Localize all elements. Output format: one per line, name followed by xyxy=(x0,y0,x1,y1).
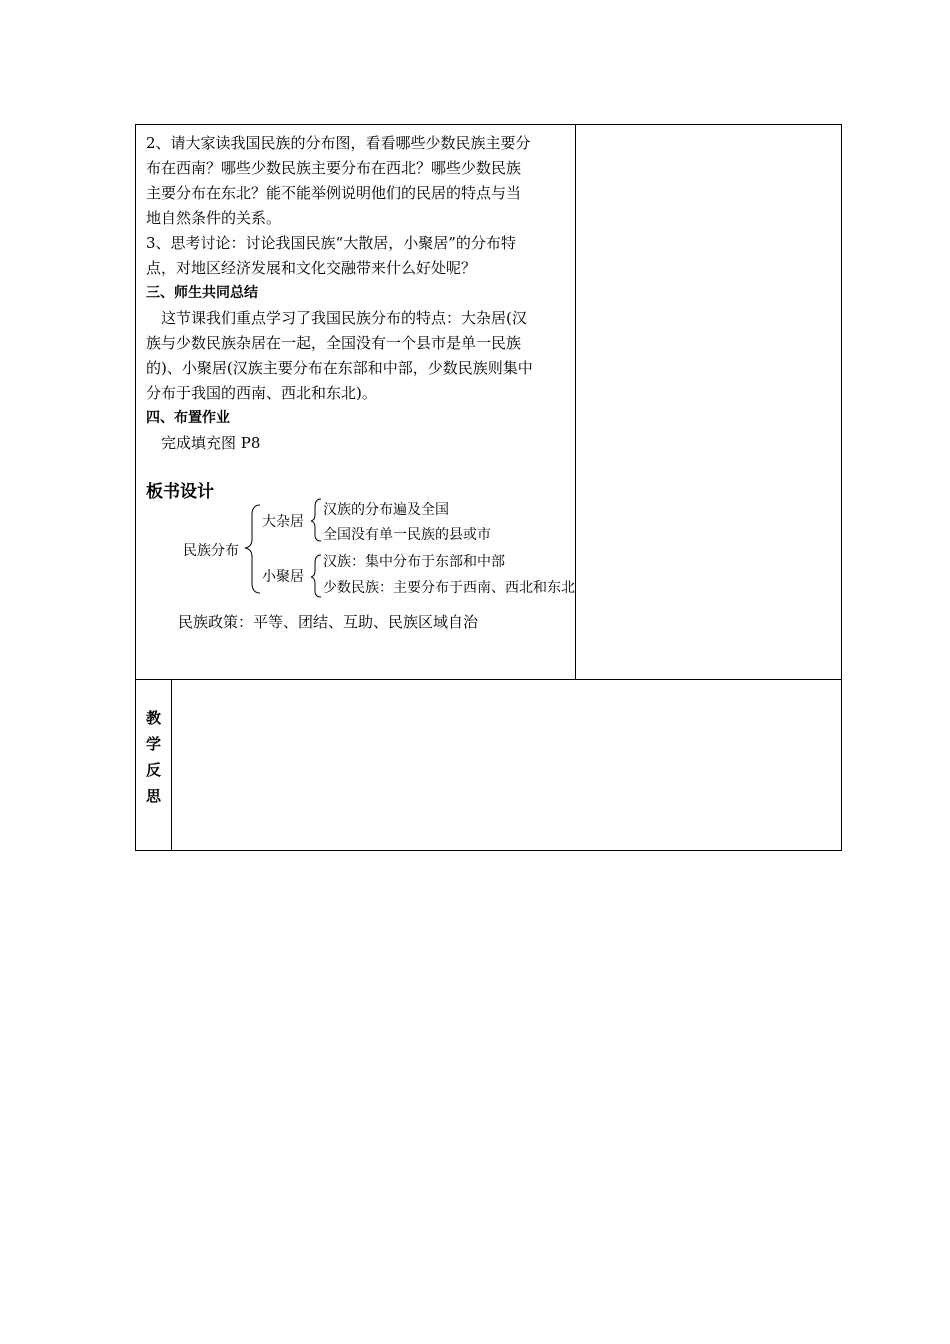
teaching-reflection-label xyxy=(136,705,171,809)
paragraph: 地自然条件的关系。 xyxy=(146,209,282,227)
board-branch-label: 大杂居 xyxy=(262,514,304,530)
reflection-label-char: 教 xyxy=(145,709,161,727)
paragraph: 点，对地区经济发展和文化交融带来什么好处呢？ xyxy=(146,259,477,277)
lesson-content xyxy=(146,131,570,456)
paragraph: 3、思考讨论：讨论我国民族“大散居，小聚居”的分布特 xyxy=(146,234,516,252)
reflection-label-char: 学 xyxy=(145,735,161,753)
paragraph: 主要分布在东北？能不能举例说明他们的民居的特点与当 xyxy=(146,184,522,202)
branch1-brace xyxy=(311,499,321,541)
root-brace xyxy=(245,505,260,593)
board-branch-item: 少数民族：主要分布于西南、西北和东北 xyxy=(323,580,575,596)
board-branch-item: 汉族：集中分布于东部和中部 xyxy=(323,554,505,570)
section-heading: 三、师生共同总结 xyxy=(146,285,258,301)
reflection-label-char: 思 xyxy=(145,787,161,805)
paragraph: 布在西南？哪些少数民族主要分布在西北？哪些少数民族 xyxy=(146,159,522,177)
row-divider xyxy=(136,679,841,680)
summary-line: 的)、小聚居(汉族主要分布在东部和中部，少数民族则集中 xyxy=(146,359,533,377)
board-branch-label: 小聚居 xyxy=(262,569,304,585)
summary-line: 分布于我国的西南、西北和东北)。 xyxy=(146,384,377,402)
board-branch-item: 汉族的分布遍及全国 xyxy=(323,502,449,518)
homework-line: 完成填充图 P8 xyxy=(161,434,261,452)
branch2-brace xyxy=(311,555,321,597)
board-diagram xyxy=(136,495,576,605)
board-design-title: 板书设计 xyxy=(146,482,214,502)
reflection-label-char: 反 xyxy=(145,761,161,779)
section-heading: 四、布置作业 xyxy=(146,410,230,426)
ethnic-policy-line: 民族政策：平等、团结、互助、民族区域自治 xyxy=(178,613,479,631)
board-root: 民族分布 xyxy=(183,543,239,559)
paragraph: 2、请大家读我国民族的分布图，看看哪些少数民族主要分 xyxy=(146,134,531,152)
reflection-label-divider xyxy=(171,679,172,850)
summary-line: 族与少数民族杂居在一起，全国没有一个县市是单一民族 xyxy=(146,334,522,352)
board-branch-item: 全国没有单一民族的县或市 xyxy=(323,527,491,543)
summary-line: 这节课我们重点学习了我国民族分布的特点：大杂居(汉 xyxy=(161,309,527,327)
lesson-table xyxy=(135,124,842,851)
